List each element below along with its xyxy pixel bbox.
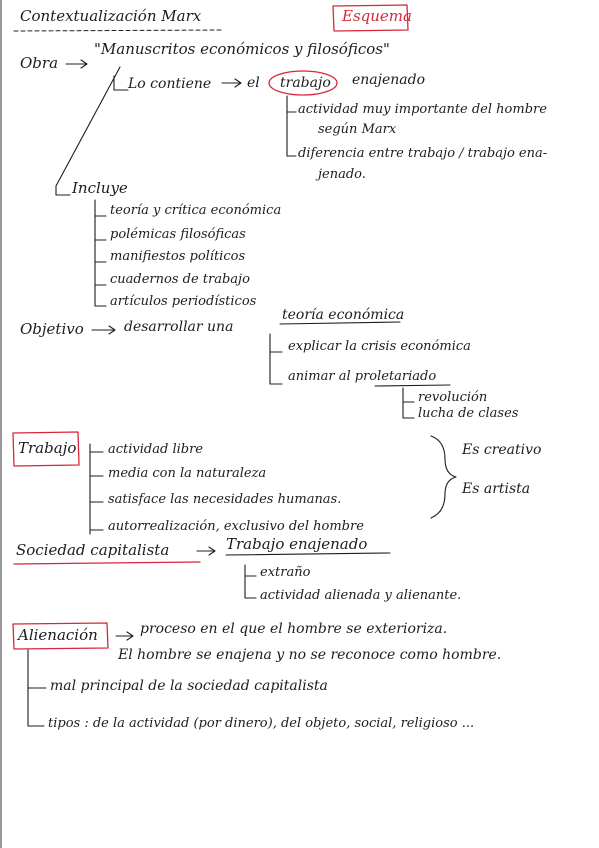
trabajo-note-1: Es creativo [462, 442, 542, 458]
obra-point-4: jenado. [318, 167, 366, 182]
trabajo-item-2: media con la naturaleza [108, 466, 267, 481]
objetivo-label: Objetivo [20, 320, 84, 338]
incluye-item-5: artículos periodísticos [110, 294, 257, 309]
alienacion-item-1: mal principal de la sociedad capitalista [50, 678, 328, 694]
alienacion-def-1: proceso en el que el hombre se exterioriza. [140, 621, 448, 637]
trabajo-word: trabajo [280, 75, 331, 91]
el-label: el [247, 75, 260, 91]
trabajo-item-3: satisface las necesidades humanas. [108, 492, 342, 507]
obra-point-2: según Marx [318, 122, 397, 137]
obra-title: "Manuscritos económicos y filosóficos" [94, 40, 390, 58]
incluye-item-1: teoría y crítica económica [110, 203, 282, 218]
obra-point-3: diferencia entre trabajo / trabajo ena- [298, 146, 548, 161]
objetivo-target: teoría económica [282, 307, 405, 323]
alienacion-def-2: El hombre se enajena y no se reconoce como hombre. [118, 647, 502, 663]
trabajo-item-4: autorrealización, exclusivo del hombre [108, 519, 364, 534]
sociedad-item-2: actividad alienada y alienante. [260, 588, 462, 603]
incluye-label: Incluye [72, 179, 128, 197]
sociedad-item-1: extraño [260, 565, 311, 580]
esquema-tag: Esquema [342, 7, 412, 25]
objetivo-sub-1: revolución [418, 390, 488, 405]
alienacion-label: Alienación [18, 626, 98, 644]
obra-label: Obra [20, 54, 59, 72]
objetivo-item-2: animar al proletariado [288, 369, 437, 384]
trabajo-note-2: Es artista [462, 481, 531, 497]
incluye-item-4: cuadernos de trabajo [110, 272, 250, 287]
objetivo-verb: desarrollar una [124, 319, 234, 335]
obra-point-1: actividad muy importante del hombre [298, 102, 547, 117]
incluye-item-2: polémicas filosóficas [110, 227, 246, 242]
contiene-label: Lo contiene [128, 76, 212, 92]
sociedad-label: Sociedad capitalista [16, 541, 170, 559]
trabajo-item-1: actividad libre [108, 442, 203, 457]
sociedad-target: Trabajo enajenado [226, 535, 368, 553]
trabajo-label: Trabajo [18, 439, 77, 457]
objetivo-sub-2: lucha de clases [418, 406, 519, 421]
incluye-item-3: manifiestos políticos [110, 249, 246, 264]
objetivo-item-1: explicar la crisis económica [288, 339, 471, 354]
alienacion-item-2: tipos : de la actividad (por dinero), del objeto, social, religioso ... [48, 716, 475, 731]
enajenado-word: enajenado [352, 72, 426, 88]
page-title: Contextualización Marx [20, 7, 202, 25]
